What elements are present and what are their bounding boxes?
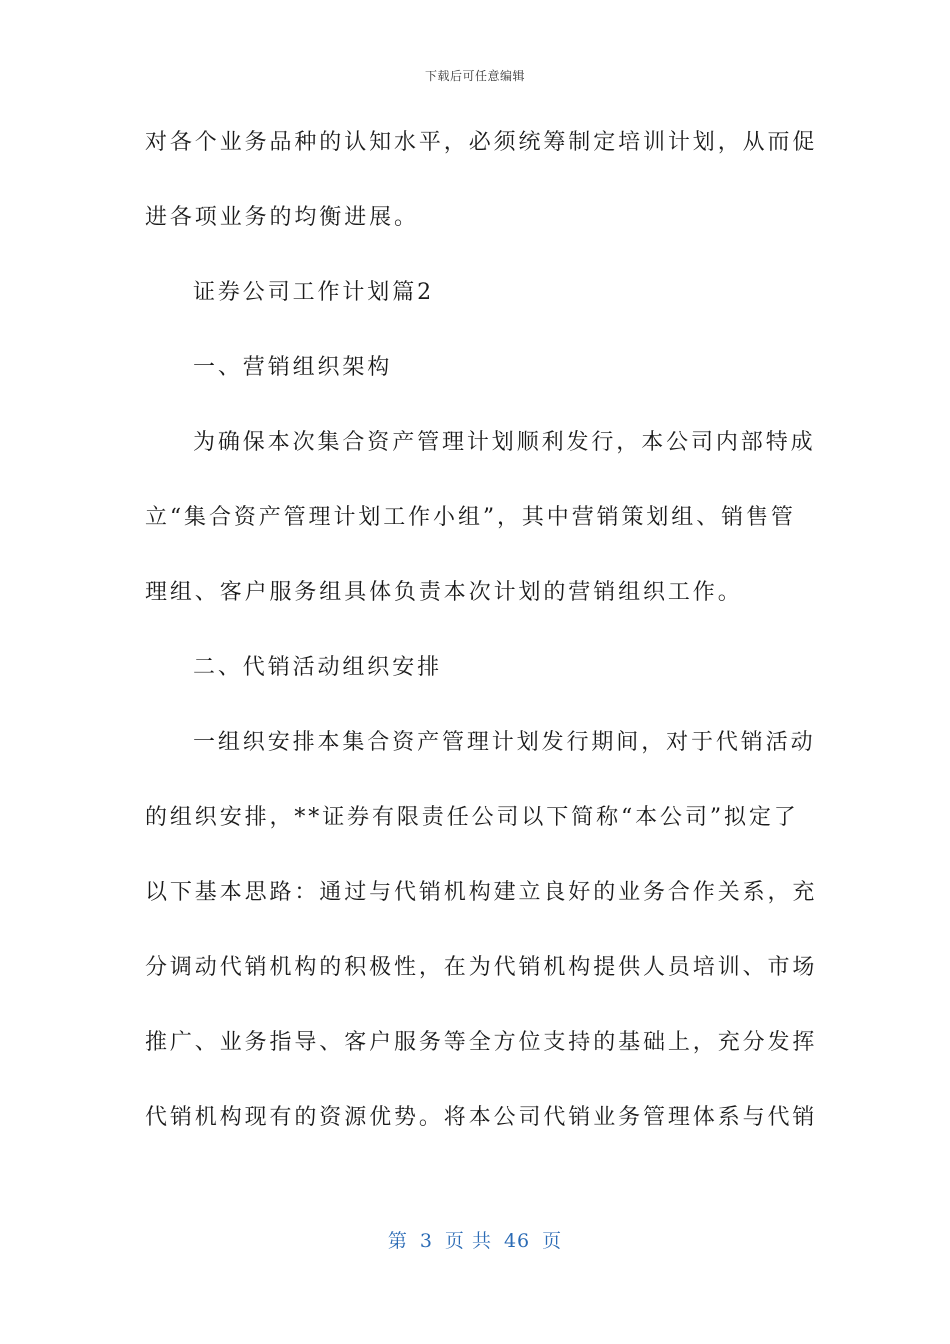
footer-page-number: 3 [419, 1230, 433, 1252]
paragraph-line: 的组织安排，**证券有限责任公司以下简称“本公司”拟定了 [145, 805, 799, 830]
paragraph-line: 一组织安排本集合资产管理计划发行期间，对于代销活动 [193, 730, 816, 755]
paragraph-line: 以下基本思路：通过与代销机构建立良好的业务合作关系，充 [145, 880, 818, 905]
paragraph-line: 分调动代销机构的积极性，在为代销机构提供人员培训、市场 [145, 955, 818, 980]
paragraph-line: 对各个业务品种的认知水平，必须统筹制定培训计划，从而促 [145, 130, 818, 155]
paragraph-line: 立“集合资产管理计划工作小组”，其中营销策划组、销售管 [145, 505, 796, 530]
section-title: 证券公司工作计划篇2 [193, 280, 434, 305]
footer-suffix: 页 [542, 1230, 563, 1252]
paragraph-line: 理组、客户服务组具体负责本次计划的营销组织工作。 [145, 580, 743, 605]
paragraph-line: 为确保本次集合资产管理计划顺利发行，本公司内部特成 [193, 430, 816, 455]
section-heading: 一、营销组织架构 [193, 355, 393, 380]
header-note: 下载后可任意编辑 [424, 69, 525, 83]
paragraph-line: 进各项业务的均衡进展。 [145, 205, 419, 230]
section-heading: 二、代销活动组织安排 [193, 655, 443, 680]
footer-total-pages: 46 [503, 1230, 531, 1252]
page-number-footer [0, 1226, 950, 1253]
footer-middle: 页 共 [444, 1230, 492, 1252]
paragraph-line: 推广、业务指导、客户服务等全方位支持的基础上，充分发挥 [145, 1030, 818, 1055]
paragraph-line: 代销机构现有的资源优势。将本公司代销业务管理体系与代销 [145, 1105, 818, 1130]
footer-prefix: 第 [387, 1230, 408, 1252]
